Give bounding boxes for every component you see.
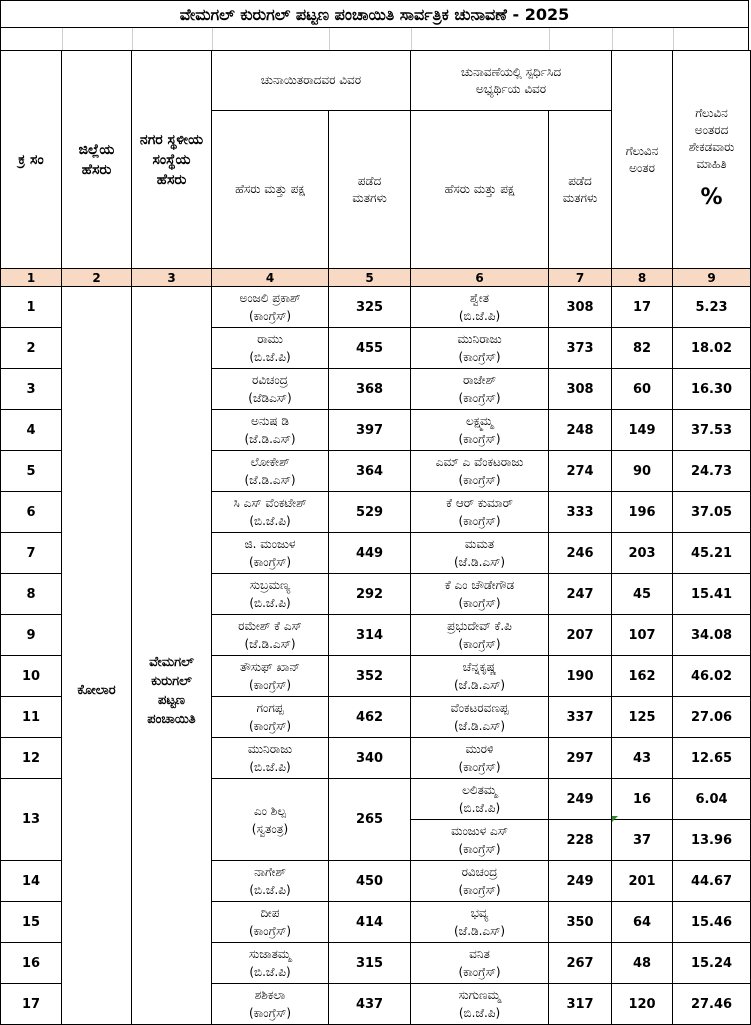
runner-name-text: ಸುಗುಣಮ್ಮ: [458, 988, 501, 1002]
winner-name-text: ದೀಪ: [260, 906, 280, 920]
winner-name-party: (ಜೆಡಿಎಸ್): [248, 391, 292, 405]
winner-name-text: ಜಿ. ಮಂಜುಳ: [244, 537, 296, 551]
winner-name-party: (ಸ್ವತಂತ್ರ): [251, 821, 289, 836]
header-margin: ಗೆಲುವಿನ ಅಂತರ: [612, 51, 673, 269]
winner-name: [212, 902, 329, 943]
win-margin-pct: 27.06: [673, 697, 751, 738]
runner-name-text: ವೆಂಕಟರವಣಪ್ಪ: [450, 701, 509, 715]
winner-votes: 368: [329, 369, 411, 410]
runner-name-text: ಕೆ ಎಂ ಚೌಡೇಗೌಡ: [444, 578, 515, 592]
serial-number: 7: [1, 533, 62, 574]
serial-number: 14: [1, 861, 62, 902]
header-runner-group: ಚುನಾವಣೆಯಲ್ಲಿ ಸ್ಪರ್ಧಿಸಿದ ಅಭ್ಯರ್ಥಿಯ ವಿವರ: [411, 51, 612, 111]
runner-name-party: (ಬಿ.ಜೆ.ಪಿ): [458, 1006, 501, 1020]
runner-name-party: (ಕಾಂಗ್ರೆಸ್): [458, 350, 501, 364]
header-local-body: ನಗರ ಸ್ಥಳೀಯ ಸಂಸ್ಥೆಯ ಹೆಸರು: [132, 51, 212, 269]
runner-name: [411, 533, 549, 574]
runner-name-party: (ಕಾಂಗ್ರೆಸ್): [458, 473, 501, 487]
runner-name: [411, 492, 549, 533]
winner-name-party: (ಕಾಂಗ್ರೆಸ್): [248, 309, 292, 323]
win-margin: 107: [612, 615, 673, 656]
win-margin: 64: [612, 902, 673, 943]
winner-name-text: ಸಿ ಎಸ್ ವೆಂಕಟೇಶ್: [233, 496, 307, 510]
results-table: [0, 50, 751, 1025]
winner-name-party: (ಕಾಂಗ್ರೆಸ್): [248, 719, 292, 733]
winner-votes: 325: [329, 287, 411, 328]
runner-name-party: (ಕಾಂಗ್ರೆಸ್): [458, 883, 501, 897]
runner-name-party: (ಬಿ.ಜೆ.ಪಿ): [458, 801, 501, 815]
district-name: ಕೋಲಾರ: [62, 287, 132, 1025]
winner-name: [212, 574, 329, 615]
winner-name: [212, 697, 329, 738]
winner-name-text: ಶಶಿಕಲಾ: [254, 988, 286, 1002]
winner-name-text: ಅನುಷ ಡಿ: [251, 414, 289, 428]
winner-name-text: ರಾಮು: [257, 332, 283, 346]
column-number: 1: [1, 269, 62, 287]
column-number: 9: [673, 269, 751, 287]
runner-name: [411, 943, 549, 984]
margin-pct-label: ಗೆಲುವಿನ ಅಂತರದ ಶೇಕಡವಾರು ಮಾಹಿತಿ: [688, 105, 735, 171]
runner-name: [411, 984, 549, 1025]
win-margin: 48: [612, 943, 673, 984]
table-row: [1, 287, 751, 328]
runner-name-text: ಶ್ವೇತ: [470, 291, 490, 305]
win-margin-pct: 12.65: [673, 738, 751, 779]
winner-name-party: (ಕಾಂಗ್ರೆಸ್): [248, 924, 292, 938]
runner-votes: 333: [549, 492, 612, 533]
runner-name-text: ಮುರಳಿ: [465, 742, 494, 756]
runner-name: [411, 615, 549, 656]
win-margin-pct: 24.73: [673, 451, 751, 492]
winner-name-party: (ಕಾಂಗ್ರೆಸ್): [248, 678, 292, 692]
winner-votes: 455: [329, 328, 411, 369]
column-number-row: [1, 269, 751, 287]
win-margin-pct: 44.67: [673, 861, 751, 902]
header-margin-pct: [673, 51, 751, 269]
runner-name-text: ಮುನಿರಾಜು: [457, 332, 502, 346]
runner-votes: 317: [549, 984, 612, 1025]
runner-name: [411, 410, 549, 451]
runner-name: [411, 820, 549, 861]
runner-name: [411, 451, 549, 492]
win-margin-pct: 18.02: [673, 328, 751, 369]
header-district: ಜಿಲ್ಲೆಯ ಹೆಸರು: [62, 51, 132, 269]
runner-name: [411, 574, 549, 615]
runner-name: [411, 902, 549, 943]
win-margin-pct: 6.04: [673, 779, 751, 820]
runner-name-text: ಲಲಿತಮ್ಮ: [462, 783, 497, 797]
serial-number: 10: [1, 656, 62, 697]
gridline: [62, 28, 63, 50]
winner-name-text: ರವಿಚಂದ್ರ: [252, 373, 288, 387]
runner-name: [411, 697, 549, 738]
runner-name-text: ಮಂಜುಳ ಎಸ್: [451, 824, 508, 838]
runner-name-party: (ಕಾಂಗ್ರೆಸ್): [458, 760, 501, 774]
runner-votes: 274: [549, 451, 612, 492]
serial-number: 3: [1, 369, 62, 410]
win-margin-pct: 15.24: [673, 943, 751, 984]
winner-votes: 292: [329, 574, 411, 615]
win-margin: 125: [612, 697, 673, 738]
win-margin: 201: [612, 861, 673, 902]
runner-name-text: ಎಮ್ ಎ ವೆಂಕಟರಾಜು: [435, 455, 524, 469]
runner-votes: 297: [549, 738, 612, 779]
winner-name-party: (ಬಿ.ಜೆ.ಪಿ): [249, 760, 291, 774]
winner-name-text: ಎಂ ಶಿಲ್ಪ: [253, 803, 287, 818]
winner-name-text: ಮುನಿರಾಜು: [247, 742, 293, 756]
serial-number: 16: [1, 943, 62, 984]
winner-name-text: ರಮೇಶ್ ಕೆ ಎಸ್: [238, 619, 302, 633]
column-number: 7: [549, 269, 612, 287]
serial-number: 4: [1, 410, 62, 451]
runner-name: [411, 779, 549, 820]
winner-name: [212, 533, 329, 574]
serial-number: 2: [1, 328, 62, 369]
win-margin-pct: 34.08: [673, 615, 751, 656]
winner-votes: 529: [329, 492, 411, 533]
win-margin-pct: 13.96: [673, 820, 751, 861]
runner-votes: 308: [549, 369, 612, 410]
header-winner-votes: ಪಡೆದ ಮತಗಳು: [329, 111, 411, 269]
serial-number: 9: [1, 615, 62, 656]
winner-name-party: (ಜೆ.ಡಿ.ಎಸ್): [244, 473, 296, 487]
win-margin: 60: [612, 369, 673, 410]
win-margin: 203: [612, 533, 673, 574]
runner-votes: 246: [549, 533, 612, 574]
win-margin: 149: [612, 410, 673, 451]
winner-votes: 364: [329, 451, 411, 492]
winner-name-party: (ಬಿ.ಜೆ.ಪಿ): [249, 883, 291, 897]
winner-name: [212, 410, 329, 451]
gridline: [329, 28, 330, 50]
table-body: [1, 269, 751, 1025]
winner-votes: 265: [329, 779, 411, 861]
win-margin-pct: 16.30: [673, 369, 751, 410]
serial-number: 17: [1, 984, 62, 1025]
winner-name: [212, 369, 329, 410]
winner-name: [212, 492, 329, 533]
winner-name-party: (ಜೆ.ಡಿ.ಎಸ್): [244, 637, 296, 651]
runner-name-text: ಚೆನ್ನಕೃಷ್ಣ: [462, 660, 497, 674]
winner-name-party: (ಕಾಂಗ್ರೆಸ್): [248, 555, 292, 569]
runner-name-text: ಕೆ ಆರ್ ಕುಮಾರ್: [446, 496, 513, 510]
win-margin: 45: [612, 574, 673, 615]
winner-name: [212, 943, 329, 984]
winner-name-text: ಸುಬ್ರಮಣ್ಯ: [249, 578, 291, 592]
winner-name: [212, 861, 329, 902]
win-margin: 82: [612, 328, 673, 369]
runner-name: [411, 738, 549, 779]
blank-row: [0, 28, 749, 50]
winner-name-party: (ಬಿ.ಜೆ.ಪಿ): [249, 596, 291, 610]
runner-name: [411, 287, 549, 328]
runner-name-party: (ಕಾಂಗ್ರೆಸ್): [458, 637, 501, 651]
page-title: ವೇಮಗಲ್ ಕುರುಗಲ್ ಪಟ್ಟಣ ಪಂಚಾಯಿತಿ ಸಾರ್ವತ್ರಿಕ ಚುನಾವಣೆ - 2025: [0, 0, 749, 28]
gridline: [612, 28, 613, 50]
win-margin: 120: [612, 984, 673, 1025]
runner-votes: 247: [549, 574, 612, 615]
win-margin: 90: [612, 451, 673, 492]
column-number: 5: [329, 269, 411, 287]
winner-name-text: ನಾಗೇಶ್: [254, 865, 286, 879]
win-margin-pct: 5.23: [673, 287, 751, 328]
gridline: [411, 28, 412, 50]
runner-name-party: (ಕಾಂಗ್ರೆಸ್): [458, 391, 501, 405]
column-number: 6: [411, 269, 549, 287]
serial-number: 8: [1, 574, 62, 615]
gridline: [549, 28, 550, 50]
winner-name: [212, 328, 329, 369]
local-body-name: ವೇಮಗಲ್ ಕುರುಗಲ್ ಪಟ್ಟಣ ಪಂಚಾಯಿತಿ: [132, 287, 212, 1025]
win-margin: 43: [612, 738, 673, 779]
serial-number: 1: [1, 287, 62, 328]
winner-name: [212, 656, 329, 697]
runner-name-party: (ಜೆ.ಡಿ.ಎಸ್): [453, 678, 506, 692]
serial-number: 6: [1, 492, 62, 533]
gridline: [673, 28, 674, 50]
winner-name: [212, 779, 329, 861]
winner-votes: 340: [329, 738, 411, 779]
runner-name-text: ರವಿಚಂದ್ರ: [461, 865, 498, 879]
runner-name-party: (ಜೆ.ಡಿ.ಎಸ್): [453, 719, 506, 733]
runner-name-party: (ಜೆ.ಡಿ.ಎಸ್): [453, 555, 506, 569]
runner-name: [411, 861, 549, 902]
winner-name-party: (ಬಿ.ಜೆ.ಪಿ): [249, 514, 291, 528]
runner-name-party: (ಕಾಂಗ್ರೆಸ್): [458, 596, 501, 610]
serial-number: 15: [1, 902, 62, 943]
runner-name-text: ಮಮತ: [464, 537, 495, 551]
winner-name-text: ಲೋಕೇಶ್: [250, 455, 290, 469]
winner-name: [212, 451, 329, 492]
winner-name: [212, 287, 329, 328]
serial-number: 13: [1, 779, 62, 861]
win-margin-pct: 27.46: [673, 984, 751, 1025]
winner-name-text: ಸುಜಾತಮ್ಮ: [249, 947, 291, 961]
header-winner-name: ಹೆಸರು ಮತ್ತು ಪಕ್ಷ: [212, 111, 329, 269]
header-runner-votes: ಪಡೆದ ಮತಗಳು: [549, 111, 612, 269]
win-margin: 37: [612, 820, 673, 861]
runner-name: [411, 369, 549, 410]
gridline: [132, 28, 133, 50]
winner-votes: 397: [329, 410, 411, 451]
win-margin: 196: [612, 492, 673, 533]
runner-name: [411, 328, 549, 369]
winner-votes: 449: [329, 533, 411, 574]
runner-name: [411, 656, 549, 697]
winner-name-text: ತೌಸುಫ್ ಖಾನ್: [240, 660, 300, 674]
winner-name-party: (ಬಿ.ಜೆ.ಪಿ): [249, 965, 291, 979]
serial-number: 12: [1, 738, 62, 779]
winner-name-party: (ಬಿ.ಜೆ.ಪಿ): [249, 350, 291, 364]
runner-votes: 308: [549, 287, 612, 328]
serial-number: 5: [1, 451, 62, 492]
runner-votes: 267: [549, 943, 612, 984]
runner-name-party: (ಜೆ.ಡಿ.ಎಸ್): [453, 924, 506, 938]
runner-name-party: (ಕಾಂಗ್ರೆಸ್): [458, 965, 501, 979]
runner-votes: 249: [549, 861, 612, 902]
runner-votes: 248: [549, 410, 612, 451]
runner-votes: 350: [549, 902, 612, 943]
gridline: [212, 28, 213, 50]
serial-number: 11: [1, 697, 62, 738]
runner-name-party: (ಕಾಂಗ್ರೆಸ್): [458, 432, 501, 446]
winner-votes: 437: [329, 984, 411, 1025]
runner-votes: 337: [549, 697, 612, 738]
runner-votes: 249: [549, 779, 612, 820]
winner-name-party: (ಕಾಂಗ್ರೆಸ್): [248, 1006, 292, 1020]
cell-comment-marker: [612, 816, 618, 822]
header-sl: ಕ್ರ ಸಂ: [1, 51, 62, 269]
runner-name-party: (ಬಿ.ಜೆ.ಪಿ): [458, 309, 501, 323]
runner-name-text: ರಾಜೇಶ್: [462, 373, 497, 387]
column-number: 4: [212, 269, 329, 287]
column-number: 8: [612, 269, 673, 287]
winner-votes: 352: [329, 656, 411, 697]
win-margin-pct: 15.46: [673, 902, 751, 943]
column-number: 2: [62, 269, 132, 287]
header-winner-group: ಚುನಾಯಿತರಾದವರ ವಿವರ: [212, 51, 411, 111]
winner-name-party: (ಜೆ.ಡಿ.ಎಸ್): [244, 432, 296, 446]
runner-name-party: (ಕಾಂಗ್ರೆಸ್): [458, 842, 501, 856]
win-margin-pct: 46.02: [673, 656, 751, 697]
runner-name-text: ಪ್ರಭುದೇವ್ ಕೆ.ಪಿ: [447, 619, 512, 633]
winner-votes: 314: [329, 615, 411, 656]
winner-name: [212, 984, 329, 1025]
win-margin-pct: 45.21: [673, 533, 751, 574]
percent-symbol: %: [700, 184, 723, 210]
winner-name-text: ಗಂಗಪ್ಪ: [256, 701, 284, 715]
runner-votes: 228: [549, 820, 612, 861]
runner-votes: 190: [549, 656, 612, 697]
header-runner-name: ಹೆಸರು ಮತ್ತು ಪಕ್ಷ: [411, 111, 549, 269]
winner-votes: 462: [329, 697, 411, 738]
win-margin: 17: [612, 287, 673, 328]
winner-name: [212, 615, 329, 656]
win-margin: 16: [612, 779, 673, 820]
runner-votes: 373: [549, 328, 612, 369]
winner-name: [212, 738, 329, 779]
win-margin: 162: [612, 656, 673, 697]
winner-votes: 450: [329, 861, 411, 902]
runner-name-text: ಭವ್ಯ: [470, 906, 489, 920]
winner-votes: 414: [329, 902, 411, 943]
runner-name-text: ಲಕ್ಷ್ಮಮ್ಮ: [466, 414, 493, 428]
column-number: 3: [132, 269, 212, 287]
win-margin-pct: 15.41: [673, 574, 751, 615]
win-margin-pct: 37.05: [673, 492, 751, 533]
runner-votes: 207: [549, 615, 612, 656]
winner-votes: 315: [329, 943, 411, 984]
win-margin-pct: 37.53: [673, 410, 751, 451]
runner-name-text: ವನಿತ: [469, 947, 490, 961]
winner-name-text: ಅಂಜಲಿ ಪ್ರಕಾಶ್: [239, 291, 301, 305]
runner-name-party: (ಕಾಂಗ್ರೆಸ್): [458, 514, 501, 528]
